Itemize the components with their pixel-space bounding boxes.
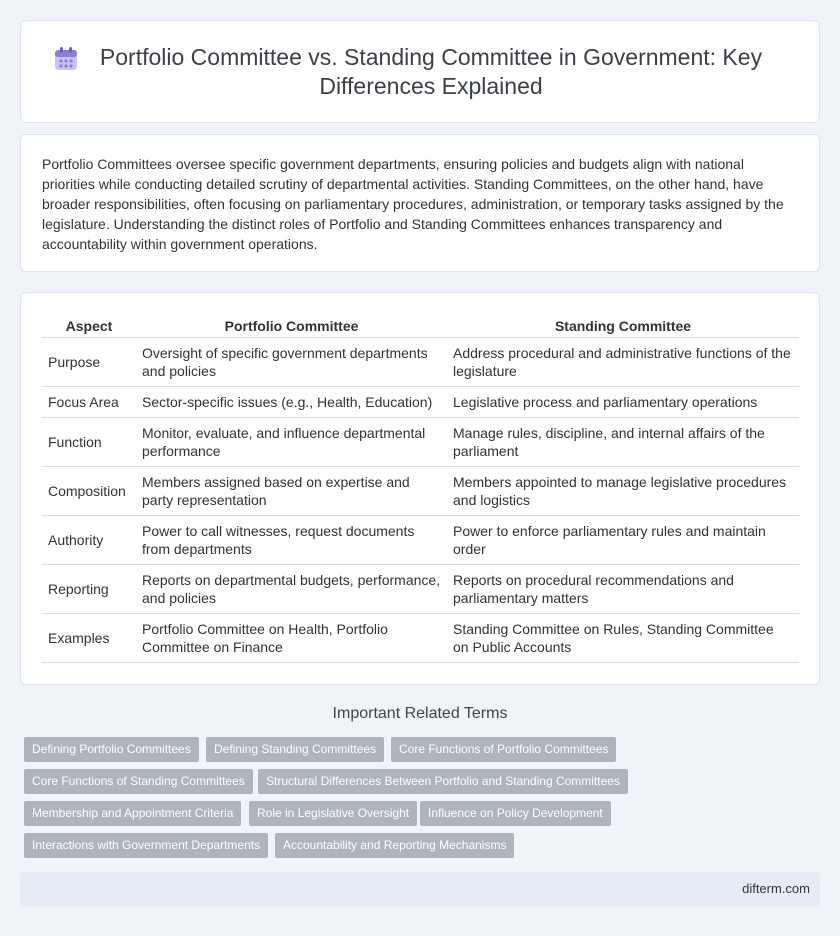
footer-bar <box>20 872 820 906</box>
row-standing: Power to enforce parliamentary rules and maintain order <box>447 515 799 564</box>
table-header-row <box>42 315 799 337</box>
intro-card <box>20 134 820 272</box>
row-standing: Members appointed to manage legislative procedures and logistics <box>447 466 799 515</box>
header-aspect: Aspect <box>42 315 136 337</box>
row-portfolio: Portfolio Committee on Health, Portfolio Committee on Finance <box>136 613 447 662</box>
row-standing: Address procedural and administrative functions of the legislature <box>447 337 799 386</box>
table-row <box>42 337 799 386</box>
row-aspect: Purpose <box>42 337 136 386</box>
row-portfolio: Sector-specific issues (e.g., Health, Education) <box>136 386 447 417</box>
row-aspect: Focus Area <box>42 386 136 417</box>
intro-paragraph: Portfolio Committees oversee specific government departments, ensuring policies and budgets align with national priorities while conducting detailed scrutiny of departmental activities. Standing Committees, on the other hand, have broader responsibilities, often focusing on parliamentary procedures, administration, or temporary tasks assigned by the legislature. Understanding the distinct roles of Portfolio and Standing Committees enhances transparency and accountability within government operations. <box>42 156 784 252</box>
table-row <box>42 564 799 613</box>
related-tag[interactable]: Influence on Policy Development <box>420 801 611 826</box>
header-portfolio: Portfolio Committee <box>136 315 447 337</box>
footer-site[interactable]: difterm.com <box>742 881 810 896</box>
table-row <box>42 515 799 564</box>
table-row <box>42 613 799 662</box>
row-standing: Legislative process and parliamentary operations <box>447 386 799 417</box>
row-aspect: Composition <box>42 466 136 515</box>
row-portfolio: Members assigned based on expertise and party representation <box>136 466 447 515</box>
related-tag[interactable]: Structural Differences Between Portfolio and Standing Committees <box>258 769 628 794</box>
row-aspect: Examples <box>42 613 136 662</box>
header-standing: Standing Committee <box>447 315 799 337</box>
comparison-table <box>42 315 799 663</box>
related-tag[interactable]: Accountability and Reporting Mechanisms <box>275 833 514 858</box>
related-tag[interactable]: Core Functions of Standing Committees <box>24 769 253 794</box>
table-row <box>42 417 799 466</box>
table-row <box>42 386 799 417</box>
row-standing: Reports on procedural recommendations and parliamentary matters <box>447 564 799 613</box>
related-terms-heading: Important Related Terms <box>332 705 508 722</box>
table-row <box>42 466 799 515</box>
row-aspect: Function <box>42 417 136 466</box>
related-tag[interactable]: Core Functions of Portfolio Committees <box>391 737 616 762</box>
row-portfolio: Monitor, evaluate, and influence departmental performance <box>136 417 447 466</box>
related-tag[interactable]: Defining Portfolio Committees <box>24 737 199 762</box>
page-title: Portfolio Committee vs. Standing Committee in Government: Key Differences Explained <box>99 44 763 99</box>
row-standing: Standing Committee on Rules, Standing Committee on Public Accounts <box>447 613 799 662</box>
related-tag[interactable]: Membership and Appointment Criteria <box>24 801 241 826</box>
row-aspect: Authority <box>42 515 136 564</box>
related-tag[interactable]: Interactions with Government Departments <box>24 833 268 858</box>
title-card <box>20 20 820 123</box>
row-portfolio: Power to call witnesses, request documents from departments <box>136 515 447 564</box>
comparison-table-card <box>20 292 820 685</box>
row-portfolio: Reports on departmental budgets, performance, and policies <box>136 564 447 613</box>
related-tag[interactable]: Defining Standing Committees <box>206 737 384 762</box>
row-standing: Manage rules, discipline, and internal affairs of the parliament <box>447 417 799 466</box>
related-tag[interactable]: Role in Legislative Oversight <box>249 801 417 826</box>
row-portfolio: Oversight of specific government departments and policies <box>136 337 447 386</box>
row-aspect: Reporting <box>42 564 136 613</box>
